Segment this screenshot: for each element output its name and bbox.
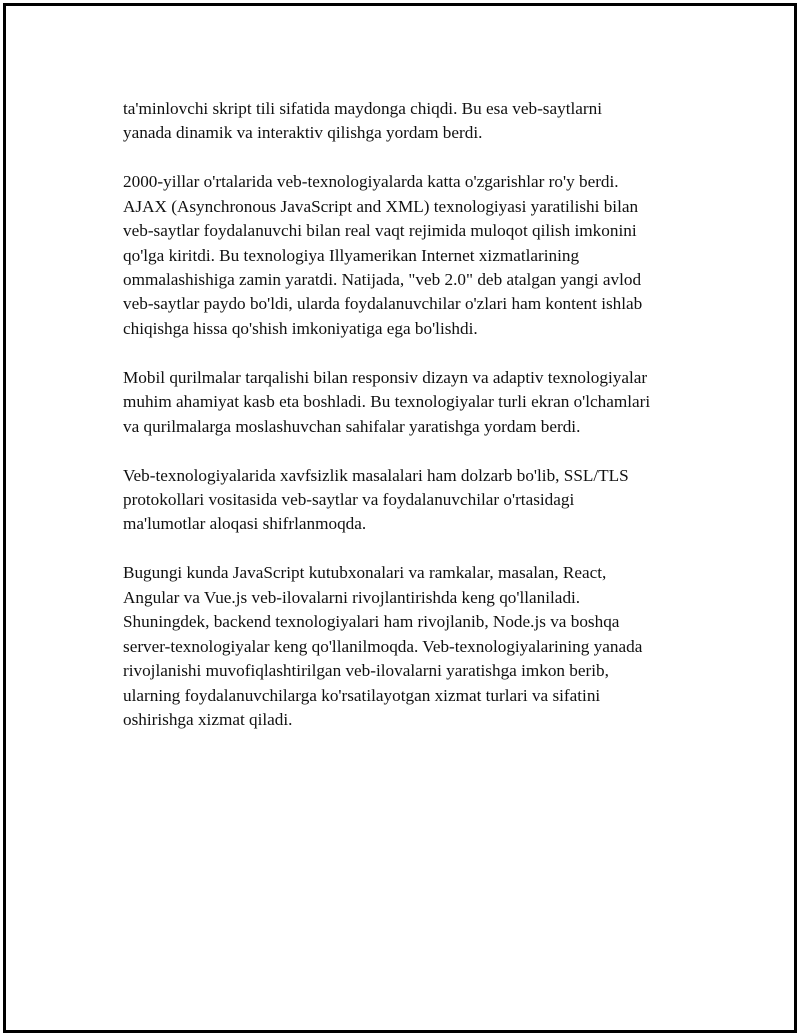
- text-line: 2000-yillar o'rtalarida veb-texnologiyalarda katta o'zgarishlar ro'y berdi.: [123, 172, 619, 192]
- text-line: veb-saytlar foydalanuvchi bilan real vaqt rejimida muloqot qilish imkonini: [123, 221, 637, 241]
- text-line: Veb-texnologiyalarida xavfsizlik masalalari ham dolzarb bo'lib, SSL/TLS: [123, 465, 629, 485]
- text-line: Angular va Vue.js veb-ilovalarni rivojlantirishda keng qo'llaniladi.: [123, 587, 581, 607]
- text-line: yanada dinamik va interaktiv qilishga yordam berdi.: [123, 123, 483, 143]
- page-frame: [3, 3, 797, 1033]
- text-line: veb-saytlar paydo bo'ldi, ularda foydalanuvchilar o'zlari ham kontent ishlab: [123, 294, 643, 314]
- text-line: ma'lumotlar aloqasi shifrlanmoqda.: [123, 514, 367, 534]
- text-line: va qurilmalarga moslashuvchan sahifalar yaratishga yordam berdi.: [123, 416, 581, 436]
- text-line: Mobil qurilmalar tarqalishi bilan responsiv dizayn va adaptiv texnologiyalar: [123, 367, 648, 387]
- text-line: ommalashishiga zamin yaratdi. Natijada, "veb 2.0" deb atalgan yangi avlod: [123, 270, 642, 290]
- text-line: Shuningdek, backend texnologiyalari ham rivojlanib, Node.js va boshqa: [123, 612, 620, 632]
- text-line: ularning foydalanuvchilarga ko'rsatilayotgan xizmat turlari va sifatini: [123, 685, 601, 705]
- text-line: muhim ahamiyat kasb eta boshladi. Bu texnologiyalar turli ekran o'lchamlari: [123, 392, 651, 412]
- paragraph-3: [123, 366, 703, 439]
- text-line: AJAX (Asynchronous JavaScript and XML) texnologiyasi yaratilishi bilan: [123, 196, 639, 216]
- text-line: rivojlanishi muvofiqlashtirilgan veb-ilovalarni yaratishga imkon berib,: [123, 661, 609, 681]
- document-body: [123, 97, 703, 757]
- paragraph-2: [123, 170, 703, 341]
- paragraph-1: [123, 97, 703, 146]
- text-line: Bugungi kunda JavaScript kutubxonalari va ramkalar, masalan, React,: [123, 563, 607, 583]
- paragraph-4: [123, 464, 703, 537]
- text-line: oshirishga xizmat qiladi.: [123, 709, 293, 729]
- text-line: qo'lga kiritdi. Bu texnologiya Illyamerikan Internet xizmatlarining: [123, 245, 580, 265]
- text-line: protokollari vositasida veb-saytlar va foydalanuvchilar o'rtasidagi: [123, 490, 575, 510]
- text-line: chiqishga hissa qo'shish imkoniyatiga ega bo'lishdi.: [123, 318, 478, 338]
- text-line: server-texnologiyalar keng qo'llanilmoqda. Veb-texnologiyalarining yanada: [123, 636, 643, 656]
- paragraph-5: [123, 561, 703, 732]
- text-line: ta'minlovchi skript tili sifatida maydonga chiqdi. Bu esa veb-saytlarni: [123, 99, 602, 118]
